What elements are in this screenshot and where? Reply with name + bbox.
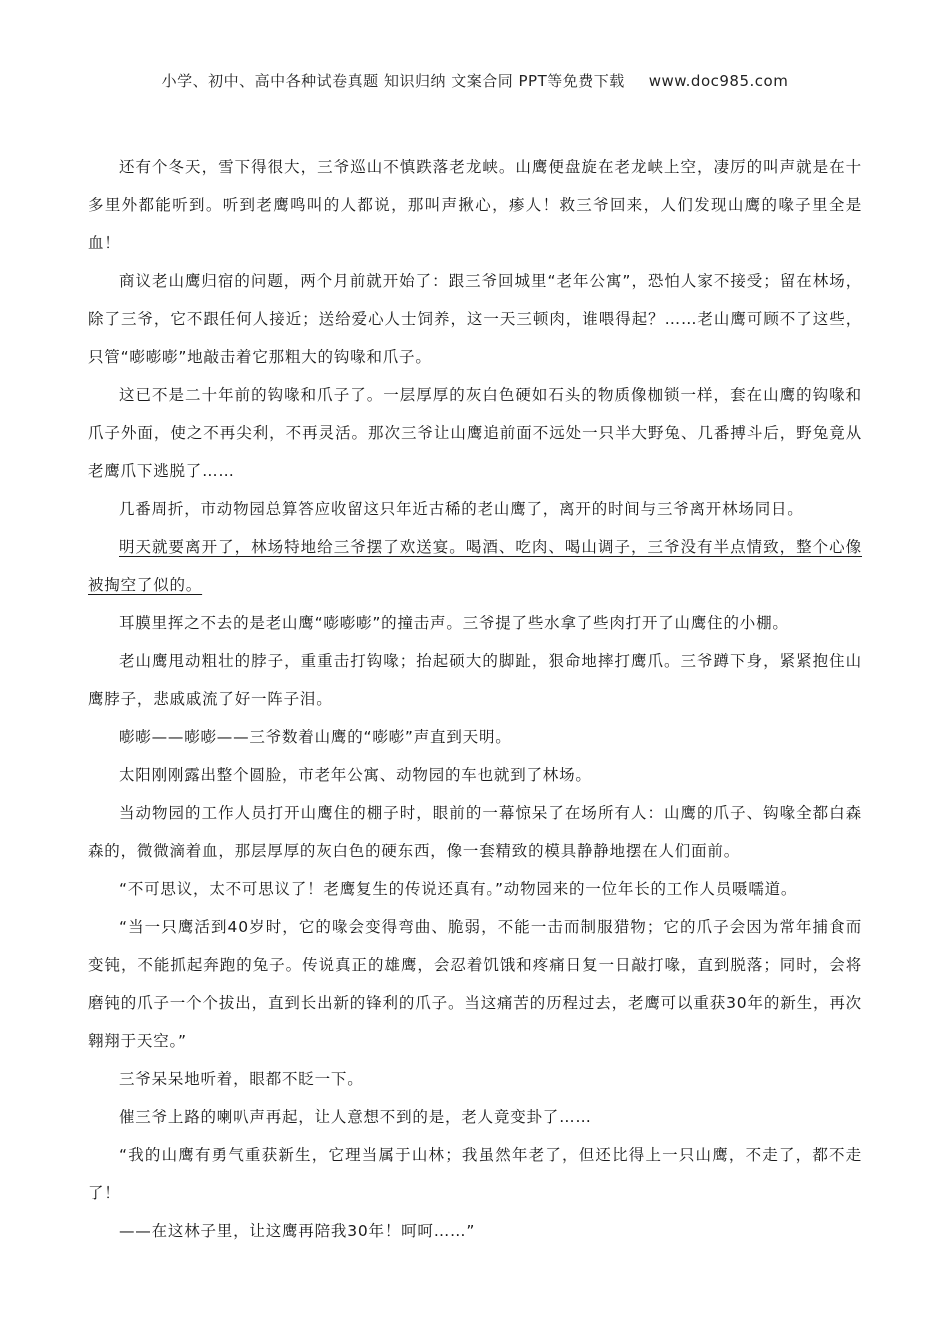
paragraph-14: 催三爷上路的喇叭声再起，让人意想不到的是，老人竟变卦了…… [119, 1108, 592, 1126]
paragraph-15: “我的山鹰有勇气重获新生，它理当属于山林；我虽然年老了，但还比得上一只山鹰，不走了，都不走了！ [88, 1146, 862, 1202]
paragraph-7: 老山鹰甩动粗壮的脖子，重重击打钩喙；抬起硕大的脚趾，狠命地摔打鹰爪。三爷蹲下身，紧紧抱住山鹰脖子，悲戚戚流了好一阵子泪。 [88, 652, 862, 708]
paragraph-4: 几番周折，市动物园总算答应收留这只年近古稀的老山鹰了，离开的时间与三爷离开林场同日。 [119, 500, 804, 518]
header-text: 小学、初中、高中各种试卷真题 知识归纳 文案合同 PPT等免费下载 [161, 72, 625, 90]
underlined-sentence: 明天就要离开了，林场特地给三爷摆了欢送宴。喝酒、吃肉、喝山调子，三爷没有半点情致，整个心像被掏空了似的。 [88, 538, 862, 594]
paragraph-8: 嘭嘭——嘭嘭——三爷数着山鹰的“嘭嘭”声直到天明。 [119, 728, 512, 746]
paragraph-5-underlined [88, 528, 862, 604]
paragraph-6: 耳膜里挥之不去的是老山鹰“嘭嘭嘭”的撞击声。三爷提了些水拿了些肉打开了山鹰住的小棚。 [119, 614, 789, 632]
article-body [88, 148, 862, 1250]
header-url: www.doc985.com [648, 72, 789, 90]
paragraph-3: 这已不是二十年前的钩喙和爪子了。一层厚厚的灰白色硬如石头的物质像枷锁一样，套在山鹰的钩喙和爪子外面，使之不再尖利，不再灵活。那次三爷让山鹰追前面不远处一只半大野兔、几番搏斗后，野兔竟从老鹰爪下逃脱了…… [88, 386, 862, 480]
paragraph-10: 当动物园的工作人员打开山鹰住的棚子时，眼前的一幕惊呆了在场所有人：山鹰的爪子、钩喙全都白森森的，微微滴着血，那层厚厚的灰白色的硬东西，像一套精致的模具静静地摆在人们面前。 [88, 804, 862, 860]
paragraph-1: 还有个冬天，雪下得很大，三爷巡山不慎跌落老龙峡。山鹰便盘旋在老龙峡上空，凄厉的叫声就是在十多里外都能听到。听到老鹰鸣叫的人都说，那叫声揪心，瘆人！救三爷回来，人们发现山鹰的喙子里全是血！ [88, 158, 862, 252]
paragraph-12: “当一只鹰活到40岁时，它的喙会变得弯曲、脆弱，不能一击而制服猎物；它的爪子会因为常年捕食而变钝，不能抓起奔跑的兔子。传说真正的雄鹰，会忍着饥饿和疼痛日复一日敲打喙，直到脱落；同时，会将磨钝的爪子一个个拔出，直到长出新的锋利的爪子。当这痛苦的历程过去，老鹰可以重获30年的新生，再次翱翔于天空。” [88, 918, 862, 1050]
paragraph-2: 商议老山鹰归宿的问题，两个月前就开始了：跟三爷回城里“老年公寓”，恐怕人家不接受；留在林场，除了三爷，它不跟任何人接近；送给爱心人士饲养，这一天三顿肉，谁喂得起？……老山鹰可顾不了这些，只管“嘭嘭嘭”地敲击着它那粗大的钩喙和爪子。 [88, 272, 862, 366]
paragraph-16: ——在这林子里，让这鹰再陪我30年！呵呵……” [119, 1222, 476, 1240]
paragraph-11: “不可思议，太不可思议了！老鹰复生的传说还真有。”动物园来的一位年长的工作人员嗫嚅道。 [119, 880, 798, 898]
paragraph-9: 太阳刚刚露出整个圆脸，市老年公寓、动物园的车也就到了林场。 [119, 766, 592, 784]
page-header [0, 70, 950, 91]
paragraph-13: 三爷呆呆地听着，眼都不眨一下。 [119, 1070, 364, 1088]
